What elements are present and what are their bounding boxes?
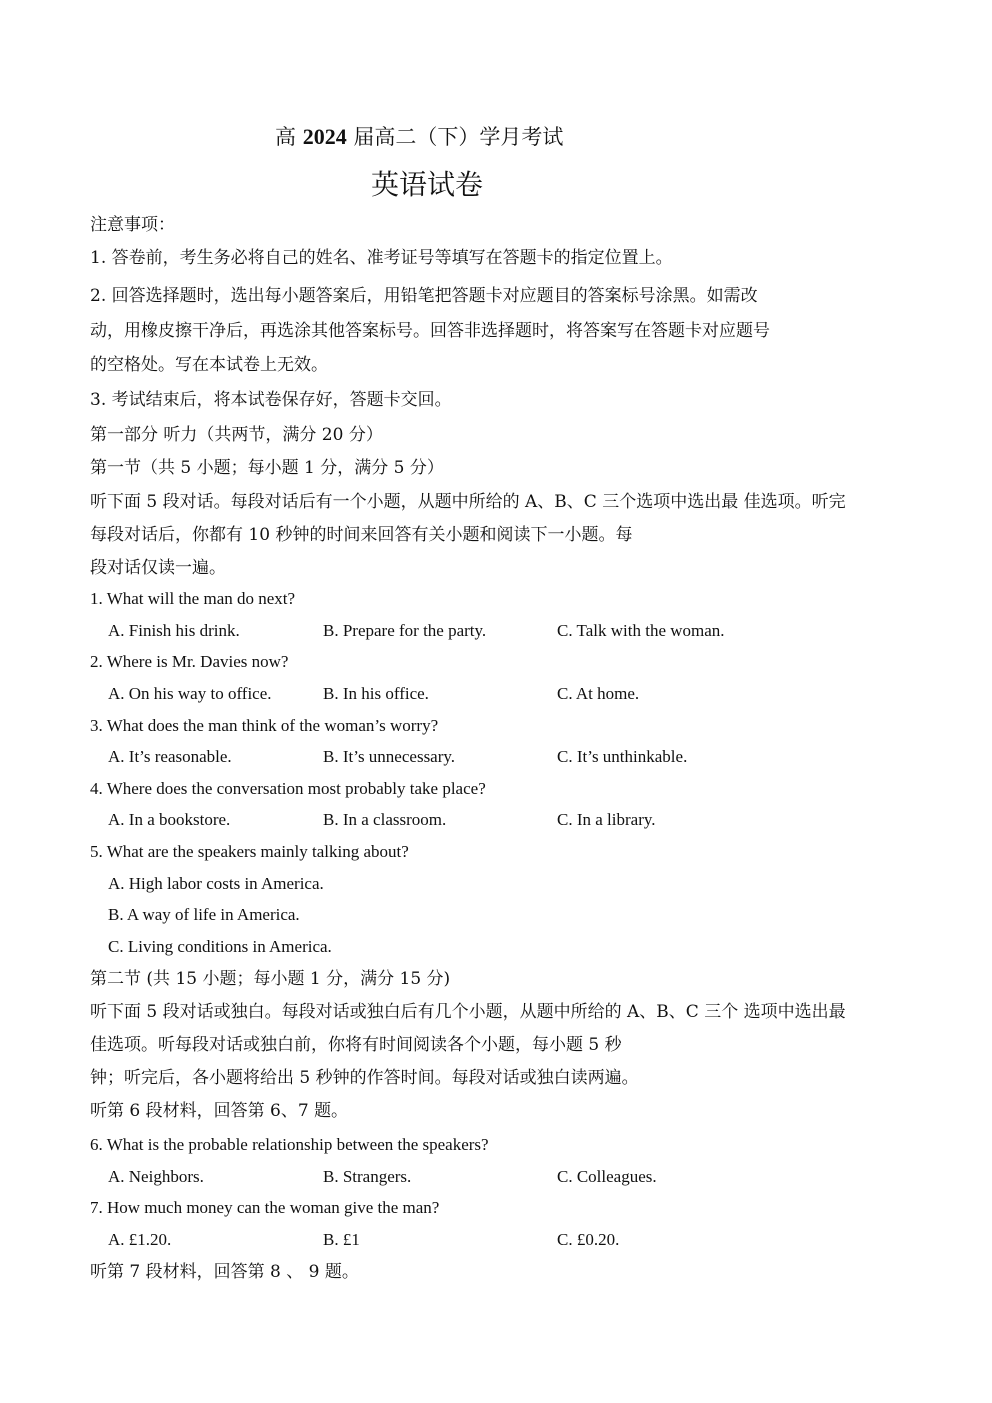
notice-item-3: 3. 考试结束后，将本试卷保存好，答题卡交回。 — [90, 390, 452, 410]
exam-title-suffix: 届高二（下）学月考试 — [346, 125, 564, 149]
question-4-option-b: B. In a classroom. — [323, 810, 447, 829]
exam-title-prefix: 高 — [275, 125, 303, 149]
section1-heading: 第一节（共 5 小题；每小题 1 分，满分 5 分） — [90, 458, 444, 478]
section1-instruction-line-1: 听下面 5 段对话。每段对话后有一个小题，从题中所给的 A、B、C 三个选项中选出最 佳选项。听完 — [90, 492, 846, 512]
notice-item-2-line-3: 的空格处。写在本试卷上无效。 — [90, 355, 328, 375]
exam-title — [275, 121, 563, 151]
question-2-option-a: A. On his way to office. — [108, 684, 272, 703]
question-3: 3. What does the man think of the woman’s worry? — [90, 716, 439, 735]
question-3-option-b: B. It’s unnecessary. — [323, 747, 456, 766]
question-2-option-b: B. In his office. — [323, 684, 429, 703]
question-1-option-a: A. Finish his drink. — [108, 621, 240, 640]
question-1: 1. What will the man do next? — [90, 589, 296, 608]
question-4-option-c: C. In a library. — [557, 810, 656, 829]
question-2-option-c: C. At home. — [557, 684, 640, 703]
question-5-option-c: C. Living conditions in America. — [108, 937, 332, 956]
question-7-option-c: C. £0.20. — [557, 1230, 620, 1249]
question-7: 7. How much money can the woman give the man? — [90, 1198, 440, 1217]
notice-item-2-line-2: 动，用橡皮擦干净后，再选涂其他答案标号。回答非选择题时，将答案写在答题卡对应题号 — [90, 321, 770, 341]
question-5-option-a: A. High labor costs in America. — [108, 874, 324, 893]
notice-item-2-line-1: 2. 回答选择题时，选出每小题答案后，用铅笔把答题卡对应题目的答案标号涂黑。如需改 — [90, 286, 758, 306]
question-6: 6. What is the probable relationship between the speakers? — [90, 1135, 489, 1154]
question-5: 5. What are the speakers mainly talking about? — [90, 842, 409, 861]
question-3-option-c: C. It’s unthinkable. — [557, 747, 688, 766]
question-2: 2. Where is Mr. Davies now? — [90, 652, 289, 671]
question-5-option-b: B. A way of life in America. — [108, 905, 300, 924]
section1-instruction-line-2: 每段对话后，你都有 10 秒钟的时间来回答有关小题和阅读下一小题。每 — [90, 525, 633, 545]
section2-heading: 第二节 (共 15 小题；每小题 1 分，满分 15 分) — [90, 969, 451, 989]
notice-item-1: 1. 答卷前，考生务必将自己的姓名、准考证号等填写在答题卡的指定位置上。 — [90, 248, 673, 268]
question-1-option-b: B. Prepare for the party. — [323, 621, 487, 640]
question-7-option-a: A. £1.20. — [108, 1230, 172, 1249]
question-4: 4. Where does the conversation most probably take place? — [90, 779, 486, 798]
subject-title: 英语试卷 — [371, 168, 484, 201]
exam-title-year: 2024 — [302, 124, 347, 149]
material-6-instruction: 听第 6 段材料，回答第 6、7 题。 — [90, 1101, 349, 1121]
section2-instruction-line-3: 钟；听完后，各小题将给出 5 秒钟的作答时间。每段对话或独白读两遍。 — [90, 1068, 639, 1088]
material-7-instruction: 听第 7 段材料，回答第 8 、 9 题。 — [90, 1262, 359, 1282]
question-6-option-b: B. Strangers. — [323, 1167, 412, 1186]
section2-instruction-line-2: 佳选项。听每段对话或独白前，你将有时间阅读各个小题，每小题 5 秒 — [90, 1035, 622, 1055]
section1-instruction-line-3: 段对话仅读一遍。 — [90, 558, 226, 578]
section2-instruction-line-1: 听下面 5 段对话或独白。每段对话或独白后有几个小题，从题中所给的 A、B、C 三个 选项中选出最 — [90, 1002, 846, 1022]
question-3-option-a: A. It’s reasonable. — [108, 747, 232, 766]
part1-heading: 第一部分 听力（共两节，满分 20 分） — [90, 425, 383, 445]
question-6-option-a: A. Neighbors. — [108, 1167, 204, 1186]
notice-heading: 注意事项： — [90, 215, 175, 235]
question-1-option-c: C. Talk with the woman. — [557, 621, 725, 640]
question-7-option-b: B. £1 — [323, 1230, 360, 1249]
question-6-option-c: C. Colleagues. — [557, 1167, 657, 1186]
question-4-option-a: A. In a bookstore. — [108, 810, 231, 829]
